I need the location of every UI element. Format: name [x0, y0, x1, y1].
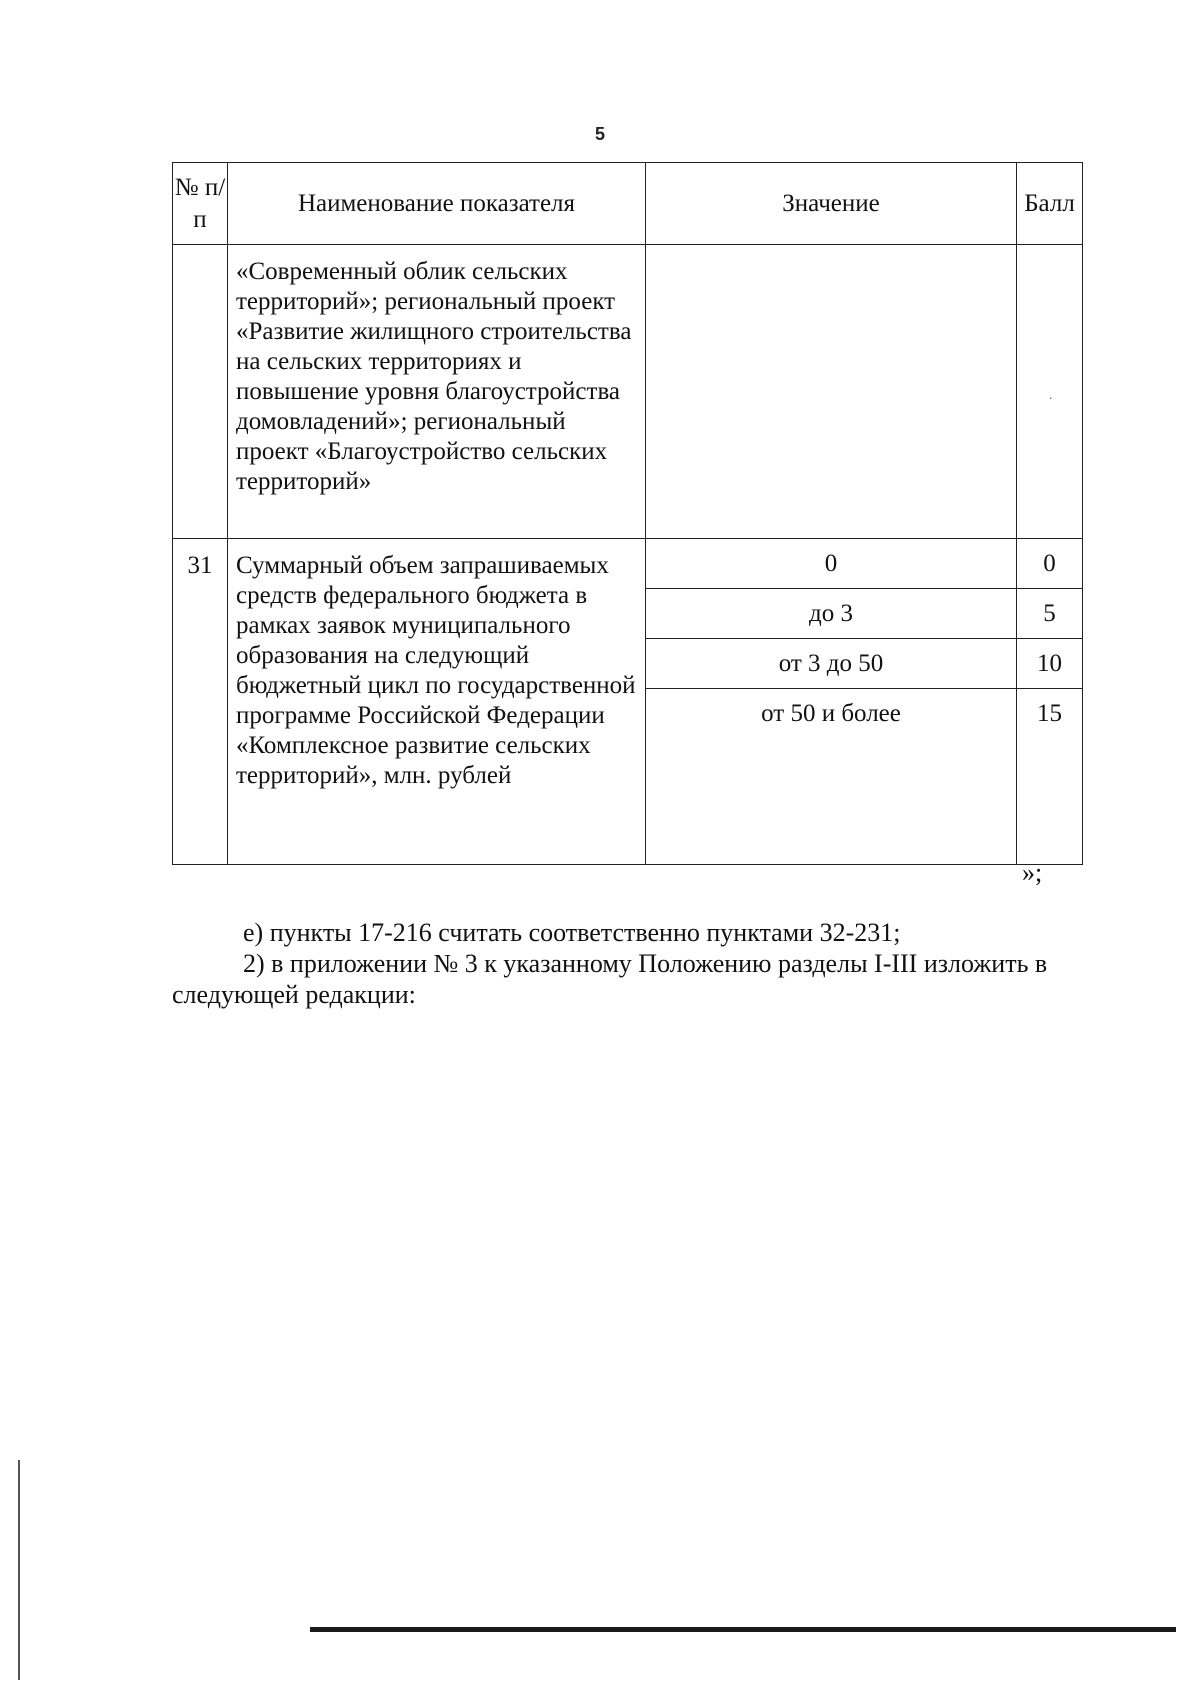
value-range: от 3 до 50	[646, 639, 1016, 689]
row-num: 31	[173, 539, 228, 865]
score-value: 0	[1017, 539, 1082, 589]
header-score: Балл	[1017, 163, 1083, 245]
row-name	[228, 245, 646, 539]
value-range: от 50 и более	[761, 700, 901, 727]
paragraph-2-continued: следующей редакции:	[172, 980, 416, 1009]
page-number: 5	[594, 124, 605, 144]
table-row	[173, 245, 1083, 539]
score-value: 10	[1017, 639, 1082, 689]
row-name	[228, 539, 646, 865]
bottom-rule	[310, 1627, 1176, 1632]
closing-quote: »;	[1022, 858, 1043, 887]
paragraph-2: 2) в приложении № 3 к указанному Положению разделы I-III изложить в	[243, 949, 1048, 978]
header-num: № п/п	[173, 163, 228, 245]
score-value: 15	[1037, 700, 1062, 727]
value-range: до 3	[646, 589, 1016, 639]
table-header-row	[173, 163, 1083, 245]
indicator-table	[172, 162, 1083, 865]
scan-speck: .	[1049, 388, 1053, 403]
value-range: 0	[646, 539, 1016, 589]
row-values	[646, 539, 1017, 865]
row-name-text: «Современный облик сельских территорий»; региональный проект «Развитие жилищного строительства на сельских территориях и повышение уровня благоустройства домовладений»; региональный проект «Благоустройство сельских территорий»	[236, 258, 632, 495]
row-name-text: Суммарный объем запрашиваемых средств федерального бюджета в рамках заявок муниципального образования на следующий бюджетный цикл по государственной программе Российской Федерации «Комплексное развитие сельских территорий», млн. рублей	[236, 552, 636, 789]
header-name: Наименование показателя	[228, 163, 646, 245]
scan-edge-line	[18, 1460, 20, 1680]
row-num	[173, 245, 228, 539]
header-value: Значение	[646, 163, 1017, 245]
table-row	[173, 539, 1083, 865]
row-value	[646, 245, 1017, 539]
row-scores	[1017, 539, 1083, 865]
score-value: 5	[1017, 589, 1082, 639]
paragraph-e: е) пункты 17-216 считать соответственно пунктами 32-231;	[243, 918, 901, 947]
